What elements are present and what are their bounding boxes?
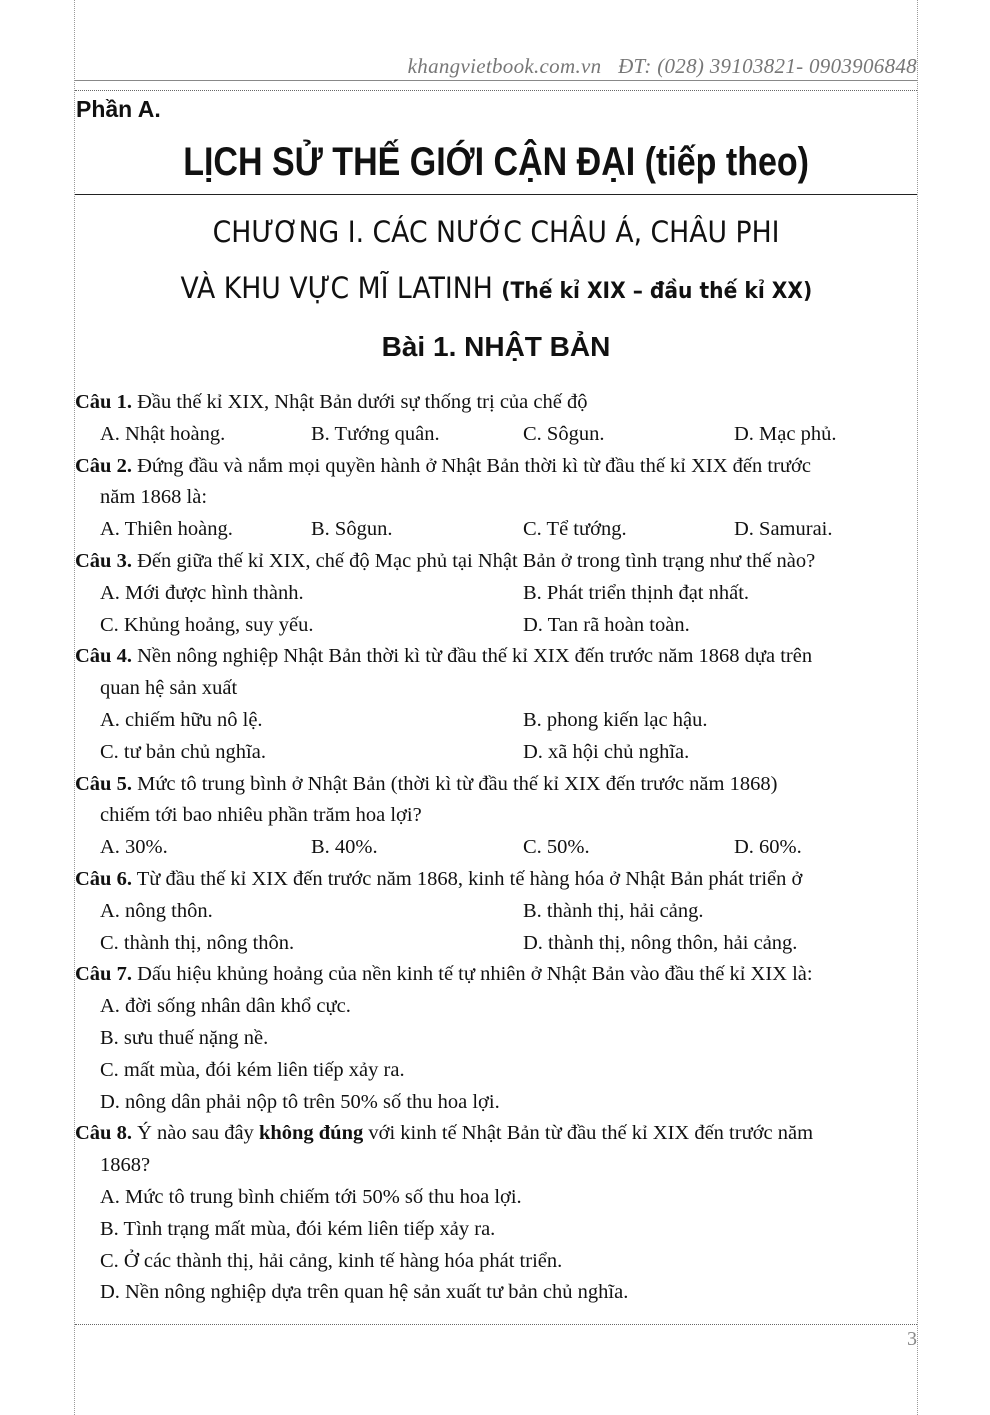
chapter-subtitle: (Thế kỉ XIX – đầu thế kỉ XX) [500,279,812,304]
answer-option: A. Thiên hoàng. [100,518,233,541]
answer-row [75,928,918,960]
question-label: Câu 4. [75,645,132,668]
answer-option: B. Tướng quân. [311,422,440,445]
answer-option: C. Ở các thành thị, hải cảng, kinh tế hàng hóa phát triển. [100,1249,563,1272]
answer-option: C. Sôgun. [523,422,605,445]
answer-option: D. 60%. [734,836,802,859]
answer-option: D. Mạc phủ. [734,422,837,445]
answer-row [75,832,918,864]
answer-row [75,896,918,928]
answer-option: B. 40%. [311,836,378,859]
question-stem-text: Đứng đầu và nắm mọi quyền hành ở Nhật Bản thời kì từ đầu thế kỉ XIX đến trước [137,454,811,477]
question-stem-continuation: chiếm tới bao nhiêu phần trăm hoa lợi? [100,804,422,827]
question-label: Câu 7. [75,963,132,986]
answer-option: A. nông thôn. [100,899,213,922]
question-stem-continuation: quan hệ sản xuất [100,677,238,700]
question-stem-continuation: năm 1868 là: [100,486,208,509]
page-header [408,54,917,79]
answer-row [75,610,918,642]
answer-option: A. Mức tô trung bình chiếm tới 50% số thu hoa lợi. [100,1185,522,1208]
chapter-title-line2-container [75,270,917,310]
header-phone: ĐT: (028) 39103821- 0903906848 [618,54,917,78]
body-bottom-border [75,1324,917,1325]
answer-row [75,419,918,451]
question-stem-part: không đúng [258,1122,364,1145]
question-stem-part: Ý nào sau đây [137,1122,259,1145]
answer-option: B. Tình trạng mất mùa, đói kém liên tiếp xảy ra. [100,1217,496,1240]
answer-option: D. Tan rã hoàn toàn. [523,613,690,636]
answer-row [75,514,918,546]
question-label: Câu 6. [75,867,132,890]
answer-option: D. thành thị, nông thôn, hải cảng. [523,931,798,954]
page-number: 3 [907,1328,917,1350]
answer-option: C. Tể tướng. [523,518,627,541]
chapter-title-line2-main: VÀ KHU VỰC MĨ LATINH [180,271,493,305]
question-stem [75,451,918,483]
answer-option: D. Samurai. [734,518,833,541]
lesson-title: Bài 1. NHẬT BẢN [381,331,611,362]
question-stem [75,1118,918,1150]
question-stem-part: với kinh tế Nhật Bản từ đầu thế kỉ XIX đến trước năm [363,1122,814,1145]
answer-option: D. Nền nông nghiệp dựa trên quan hệ sản xuất tư bản chủ nghĩa. [100,1281,629,1304]
question-stem [75,387,918,419]
page-title: LỊCH SỬ THẾ GIỚI CẬN ĐẠI (tiếp theo) [183,140,809,184]
question-label: Câu 3. [75,549,132,572]
question-stem [75,769,918,801]
answer-option: B. phong kiến lạc hậu. [523,708,708,731]
question-stem [75,959,918,991]
answer-option: B. Phát triển thịnh đạt nhất. [523,581,750,604]
answer-option: A. Mới được hình thành. [100,581,304,604]
header-site: khangvietbook.com.vn [407,54,602,78]
question-stem-text: Từ đầu thế kỉ XIX đến trước năm 1868, kinh tế hàng hóa ở Nhật Bản phát triển ở [136,867,803,890]
answer-option: C. Khủng hoảng, suy yếu. [100,613,314,636]
answer-option: A. Nhật hoàng. [100,422,226,445]
answer-option: B. sưu thuế nặng nề. [100,1026,269,1049]
answer-option: C. thành thị, nông thôn. [100,931,295,954]
answer-option: C. mất mùa, đói kém liên tiếp xảy ra. [100,1058,405,1081]
question-stem-text: Mức tô trung bình ở Nhật Bản (thời kì từ đầu thế kỉ XIX đến trước năm 1868) [137,772,778,795]
header-rule [75,80,917,81]
answer-option: C. 50%. [523,836,590,859]
chapter-title-line1: CHƯƠNG I. CÁC NƯỚC CHÂU Á, CHÂU PHI [212,215,780,249]
question-stem-text: Đầu thế kỉ XIX, Nhật Bản dưới sự thống trị của chế độ [137,391,588,413]
question-label: Câu 8. [75,1122,132,1145]
question-list [75,387,918,1309]
question-label: Câu 1. [75,391,132,413]
part-label: Phần A. [76,96,161,122]
answer-option: D. nông dân phải nộp tô trên 50% số thu hoa lợi. [100,1090,500,1113]
title-rule [75,194,917,195]
answer-option: B. Sôgun. [311,518,393,541]
answer-option: A. 30%. [100,836,168,859]
question-label: Câu 2. [75,454,132,477]
answer-option: A. chiếm hữu nô lệ. [100,708,263,731]
chapter-title-line2 [180,270,812,310]
question-stem [75,864,918,896]
answer-option: B. thành thị, hải cảng. [523,899,704,922]
body-top-border [75,90,917,91]
question-stem-text: Nền nông nghiệp Nhật Bản thời kì từ đầu thế kỉ XIX đến trước năm 1868 dựa trên [137,645,813,668]
question-stem-continuation: 1868? [100,1154,151,1177]
question-stem [75,641,918,673]
question-stem-text: Dấu hiệu khủng hoảng của nền kinh tế tự nhiên ở Nhật Bản vào đầu thế kỉ XIX là: [137,963,813,986]
lesson-title-container [75,330,917,364]
answer-option: A. đời sống nhân dân khổ cực. [100,995,351,1018]
question-stem-text: Đến giữa thế kỉ XIX, chế độ Mạc phủ tại Nhật Bản ở trong tình trạng như thế nào? [137,549,816,572]
answer-option: D. xã hội chủ nghĩa. [523,740,690,763]
answer-row [75,737,918,769]
question-stem [75,546,918,578]
answer-option: C. tư bản chủ nghĩa. [100,740,266,763]
chapter-title-line1-container [75,214,917,250]
answer-row [75,705,918,737]
answer-row [75,578,918,610]
question-label: Câu 5. [75,772,132,795]
page-title-container [75,138,917,188]
